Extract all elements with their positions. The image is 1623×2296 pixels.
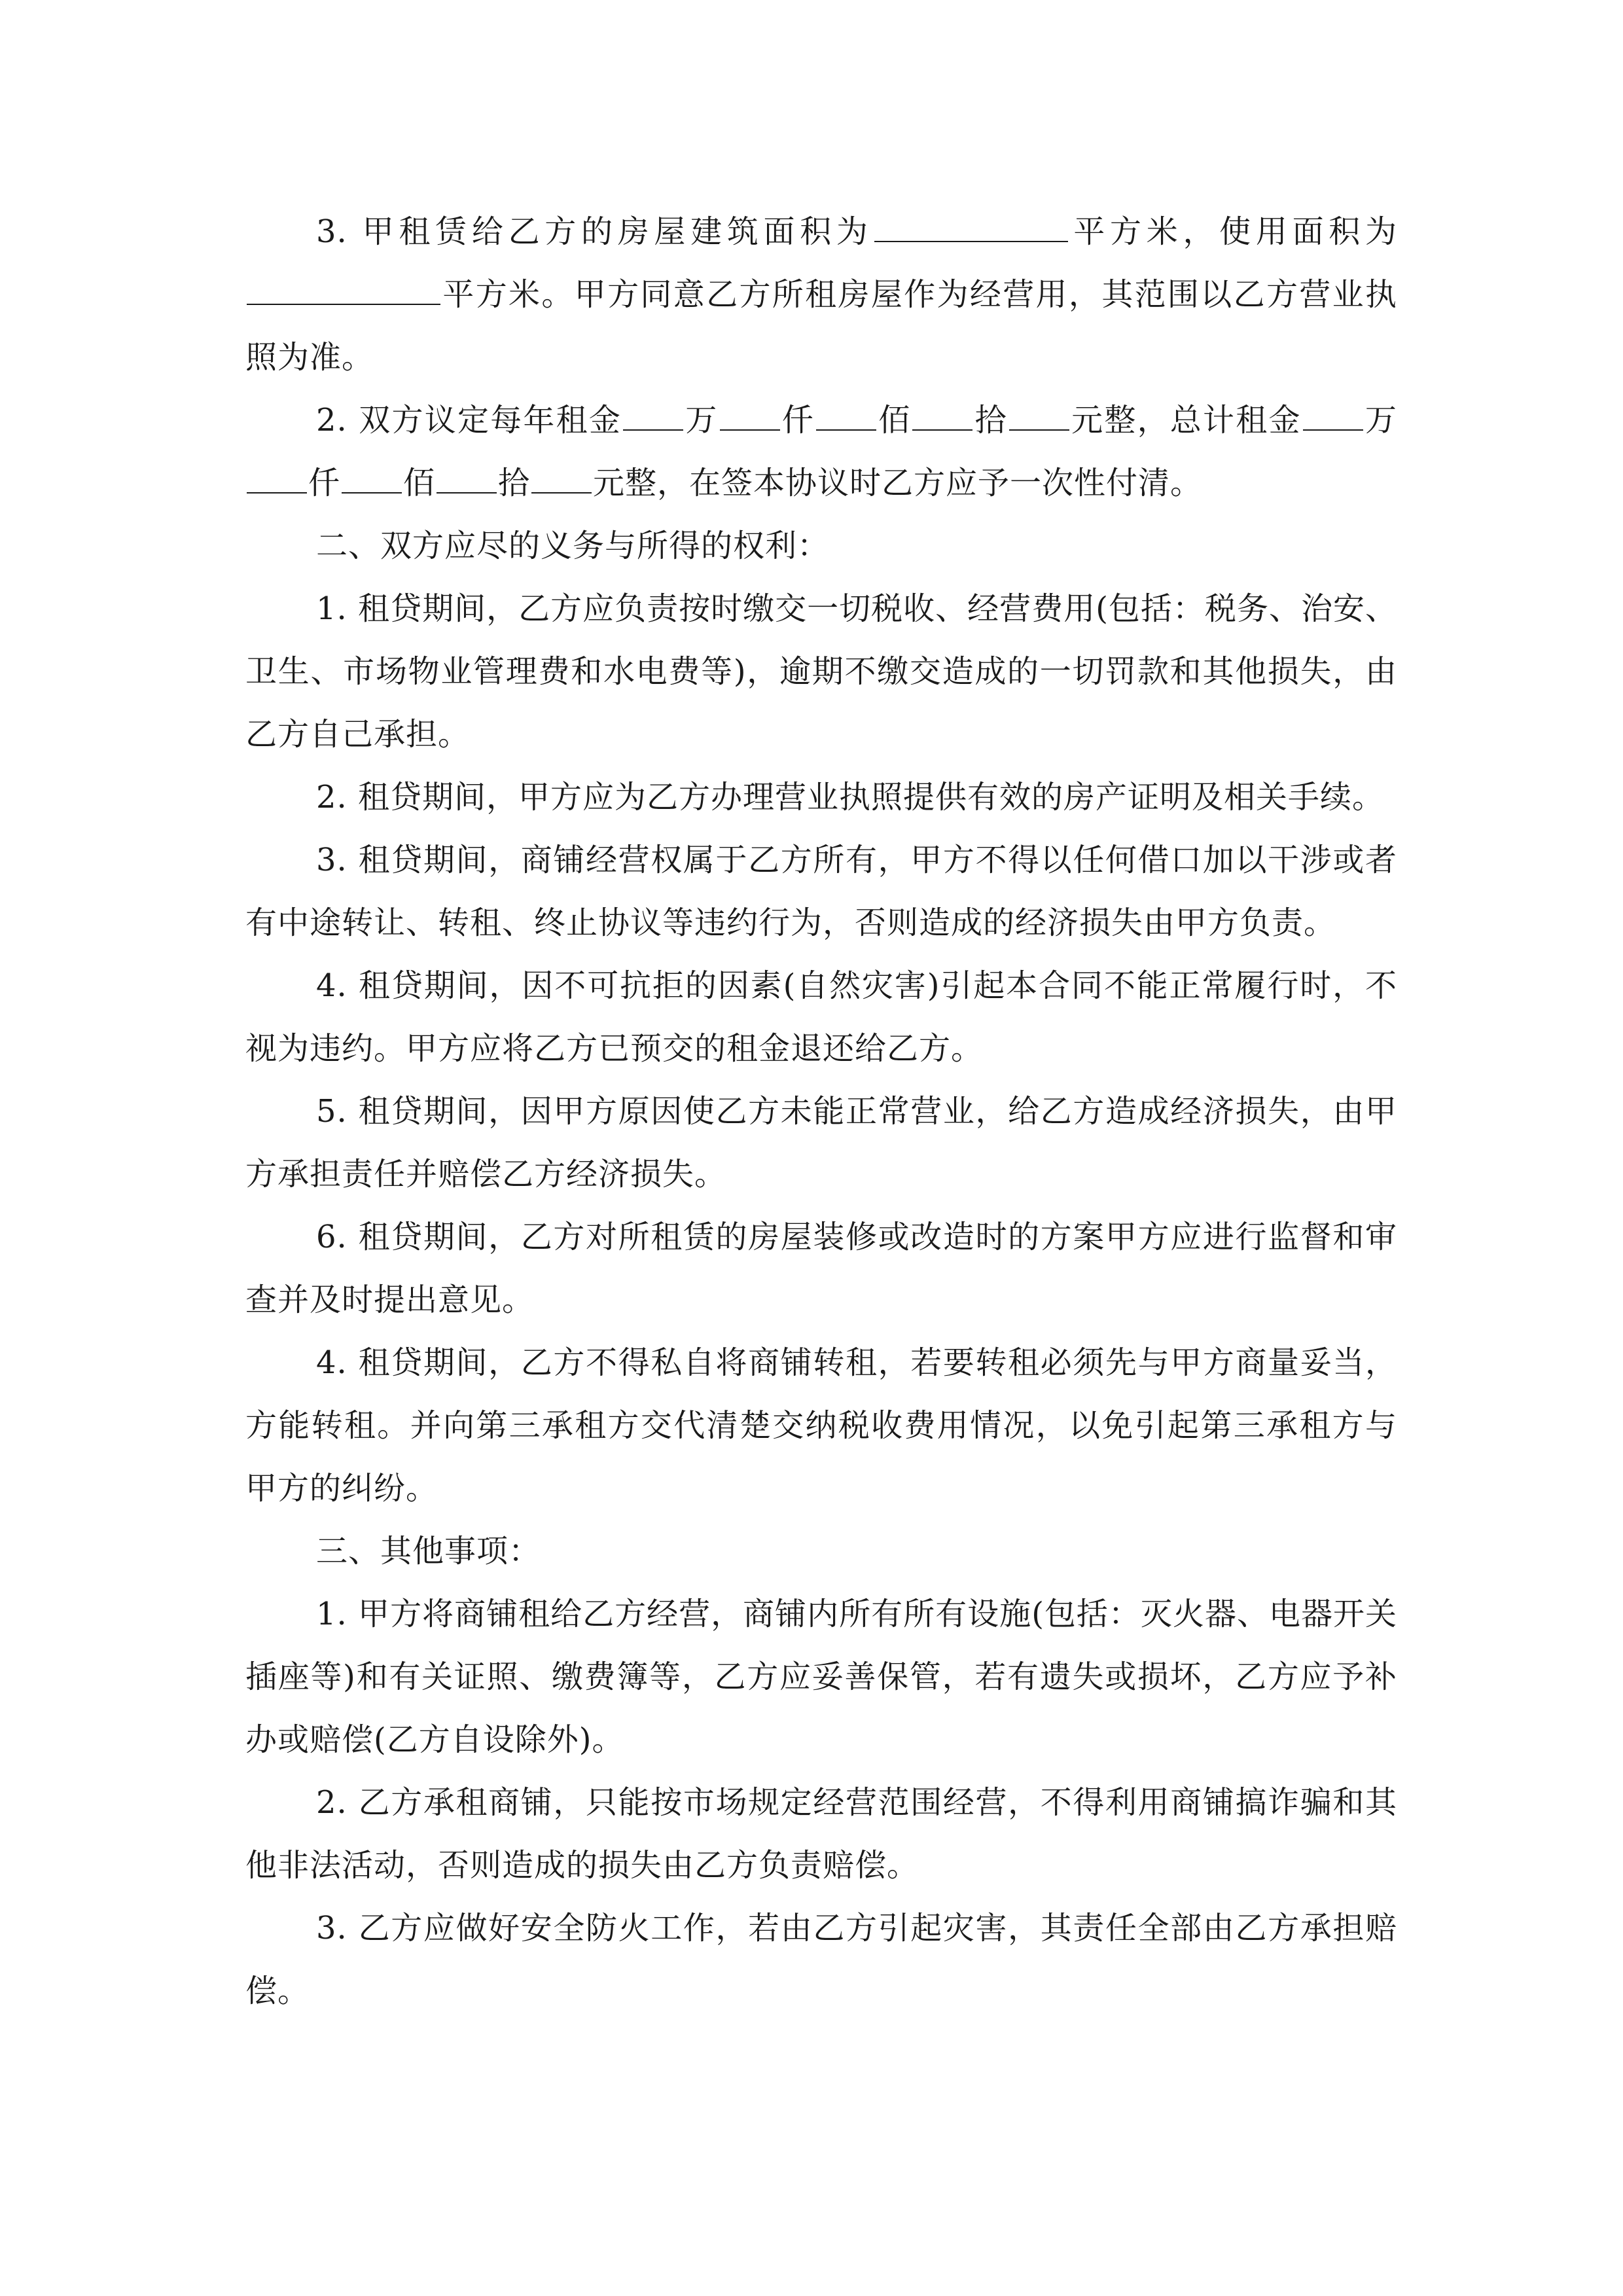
clause-paragraph (245, 577, 1397, 766)
paragraph-text: 2. 租贷期间，甲方应为乙方办理营业执照提供有效的房产证明及相关手续。 (316, 779, 1385, 816)
paragraph-text: 万 (1364, 402, 1397, 439)
clause-paragraph (245, 1080, 1397, 1206)
fill-in-blank (247, 463, 307, 493)
paragraph-text: 拾 (498, 465, 531, 501)
fill-in-blank (342, 463, 402, 493)
fill-in-blank (816, 401, 876, 431)
section-heading (245, 514, 1397, 577)
paragraph-text: 6. 租贷期间，乙方对所租赁的房屋装修或改造时的方案甲方应进行监督和审查并及时提出意见。 (245, 1219, 1397, 1318)
fill-in-blank (247, 275, 440, 305)
section-heading (245, 1520, 1397, 1583)
paragraph-text: 2. 双方议定每年租金 (316, 402, 622, 439)
paragraph-text: 佰 (877, 402, 912, 439)
paragraph-text: 3. 租贷期间，商铺经营权属于乙方所有，甲方不得以任何借口加以干涉或者有中途转让、转租、终止协议等违约行为，否则造成的经济损失由甲方负责。 (245, 842, 1397, 941)
paragraph-text: 佰 (403, 465, 436, 501)
paragraph-text: 5. 租贷期间，因甲方原因使乙方未能正常营业，给乙方造成经济损失，由甲方承担责任并赔偿乙方经济损失。 (245, 1093, 1397, 1193)
clause-paragraph (245, 200, 1397, 389)
paragraph-text: 3. 乙方应做好安全防火工作，若由乙方引起灾害，其责任全部由乙方承担赔偿。 (245, 1910, 1397, 2009)
paragraph-text: 三、其他事项： (316, 1533, 541, 1570)
clause-paragraph (245, 954, 1397, 1080)
fill-in-blank (874, 212, 1068, 242)
clause-paragraph (245, 1331, 1397, 1520)
paragraph-text: 拾 (974, 402, 1008, 439)
clause-paragraph (245, 766, 1397, 829)
clause-paragraph (245, 389, 1397, 514)
paragraph-text: 仟 (308, 465, 341, 501)
document-body (245, 200, 1397, 2022)
paragraph-text: 平方米。甲方同意乙方所租房屋作为经营用，其范围以乙方营业执照为准。 (245, 276, 1397, 376)
fill-in-blank (531, 463, 592, 493)
fill-in-blank (720, 401, 780, 431)
paragraph-text: 仟 (781, 402, 815, 439)
fill-in-blank (912, 401, 972, 431)
paragraph-text: 平方米，使用面积为 (1069, 213, 1397, 250)
paragraph-text: 1. 甲方将商铺租给乙方经营，商铺内所有所有设施(包括：灭火器、电器开关插座等)和有关证照、缴费簿等，乙方应妥善保管，若有遗失或损坏，乙方应予补办或赔偿(乙方自设除外)。 (245, 1596, 1397, 1758)
paragraph-text: 4. 租贷期间，乙方不得私自将商铺转租，若要转租必须先与甲方商量妥当，方能转租。并向第三承租方交代清楚交纳税收费用情况，以免引起第三承租方与甲方的纠纷。 (245, 1344, 1397, 1507)
paragraph-text: 二、双方应尽的义务与所得的权利： (316, 528, 830, 564)
clause-paragraph (245, 1583, 1397, 1771)
fill-in-blank (1009, 401, 1069, 431)
clause-paragraph (245, 1771, 1397, 1897)
clause-paragraph (245, 829, 1397, 954)
paragraph-text: 1. 租贷期间，乙方应负责按时缴交一切税收、经营费用(包括：税务、治安、卫生、市场物业管理费和水电费等)，逾期不缴交造成的一切罚款和其他损失，由乙方自己承担。 (245, 590, 1397, 753)
fill-in-blank (1303, 401, 1363, 431)
paragraph-text: 元整，在签本协议时乙方应予一次性付清。 (593, 465, 1203, 501)
paragraph-text: 4. 租贷期间，因不可抗拒的因素(自然灾害)引起本合同不能正常履行时，不视为违约。甲方应将乙方已预交的租金退还给乙方。 (245, 967, 1397, 1067)
clause-paragraph (245, 1897, 1397, 2022)
fill-in-blank (437, 463, 497, 493)
clause-paragraph (245, 1206, 1397, 1331)
paragraph-text: 元整，总计租金 (1070, 402, 1302, 439)
paragraph-text: 3. 甲租赁给乙方的房屋建筑面积为 (316, 213, 873, 250)
paragraph-text: 2. 乙方承租商铺，只能按市场规定经营范围经营，不得利用商铺搞诈骗和其他非法活动，否则造成的损失由乙方负责赔偿。 (245, 1784, 1397, 1884)
paragraph-text: 万 (685, 402, 719, 439)
fill-in-blank (623, 401, 683, 431)
